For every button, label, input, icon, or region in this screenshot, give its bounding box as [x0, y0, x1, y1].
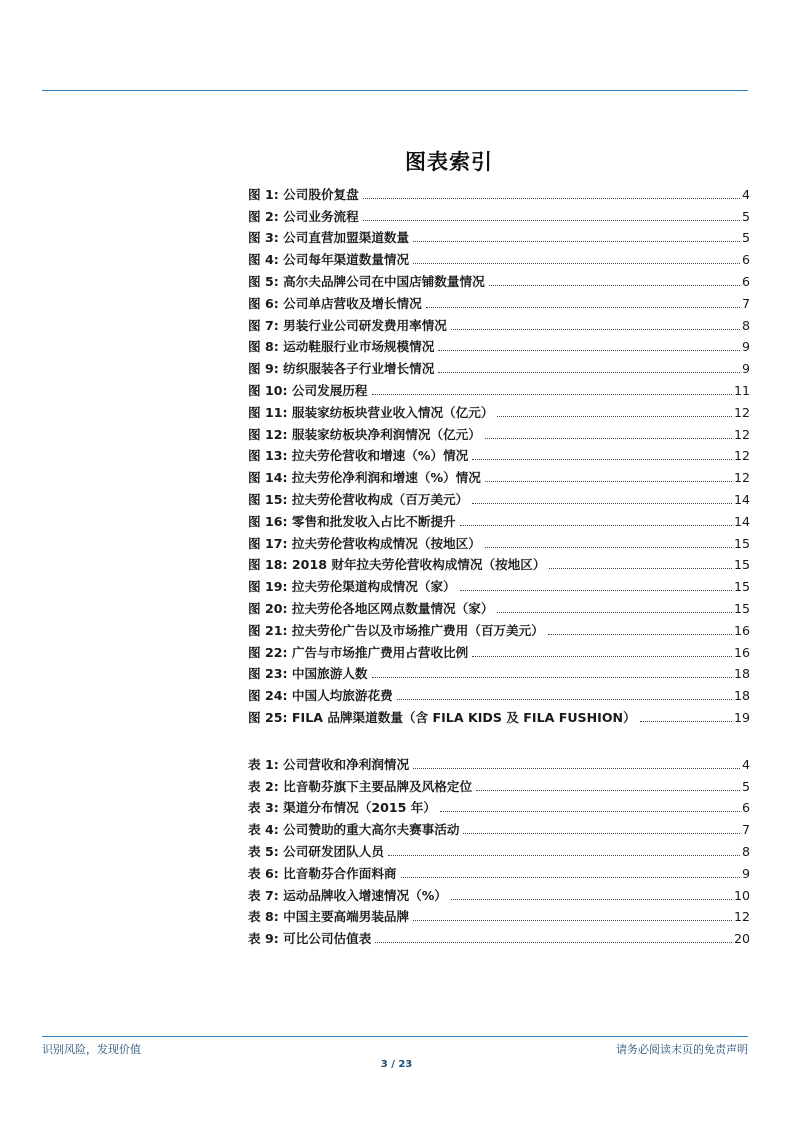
- dot-leader: [413, 263, 740, 264]
- dot-leader: [463, 833, 740, 834]
- entry-label: 图 19: 拉夫劳伦渠道构成情况（家）: [248, 579, 456, 595]
- entry-page-number: 7: [741, 822, 750, 838]
- entry-page-number: 20: [733, 931, 750, 947]
- dot-leader: [388, 855, 740, 856]
- entry-label: 图 8: 运动鞋服行业市场规模情况: [248, 339, 435, 355]
- entry-page-number: 9: [741, 339, 750, 355]
- dot-leader: [413, 768, 740, 769]
- dot-leader: [472, 459, 732, 460]
- dot-leader: [440, 811, 740, 812]
- entry-label: 图 4: 公司每年渠道数量情况: [248, 252, 410, 268]
- entry-label: 图 10: 公司发展历程: [248, 382, 368, 398]
- entry-label: 表 8: 中国主要高端男装品牌: [248, 909, 410, 925]
- entry-label: 图 21: 拉夫劳伦广告以及市场推广费用（百万美元）: [248, 622, 544, 638]
- entry-page-number: 11: [733, 382, 750, 398]
- dot-leader: [460, 590, 732, 591]
- entry-page-number: 4: [741, 186, 750, 202]
- dot-leader: [413, 920, 732, 921]
- entry-page-number: 4: [741, 756, 750, 772]
- entry-label: 图 17: 拉夫劳伦营收构成情况（按地区）: [248, 535, 481, 551]
- entry-page-number: 12: [733, 470, 750, 486]
- figure-index-entry[interactable]: [248, 289, 750, 311]
- figure-index-entry[interactable]: [248, 616, 750, 638]
- entry-label: 图 12: 服装家纺板块净利润情况（亿元）: [248, 426, 481, 442]
- entry-label: 图 11: 服装家纺板块营业收入情况（亿元）: [248, 404, 494, 420]
- entry-label: 图 13: 拉夫劳伦营收和增速（%）情况: [248, 448, 469, 464]
- dot-leader: [497, 416, 732, 417]
- entry-label: 图 22: 广告与市场推广费用占营收比例: [248, 644, 469, 660]
- dot-leader: [363, 220, 740, 221]
- entry-label: 表 2: 比音勒芬旗下主要品牌及风格定位: [248, 778, 473, 794]
- dot-leader: [497, 612, 732, 613]
- figure-index-entry[interactable]: [248, 572, 750, 594]
- entry-label: 图 14: 拉夫劳伦净利润和增速（%）情况: [248, 470, 481, 486]
- entry-label: 图 24: 中国人均旅游花费: [248, 688, 393, 704]
- figure-index-entry[interactable]: [248, 551, 750, 573]
- dot-leader: [451, 329, 740, 330]
- table-index-entry[interactable]: [248, 772, 750, 794]
- figure-index-list: [248, 180, 750, 725]
- figure-index-entry[interactable]: [248, 442, 750, 464]
- entry-page-number: 7: [741, 295, 750, 311]
- table-index-entry[interactable]: [248, 815, 750, 837]
- table-index-entry[interactable]: [248, 837, 750, 859]
- entry-page-number: 8: [741, 843, 750, 859]
- dot-leader: [472, 503, 732, 504]
- entry-label: 图 3: 公司直营加盟渠道数量: [248, 230, 410, 246]
- figure-index-entry[interactable]: [248, 267, 750, 289]
- dot-leader: [549, 568, 732, 569]
- footer-disclaimer: 请务必阅读末页的免责声明: [616, 1043, 748, 1056]
- entry-page-number: 12: [733, 909, 750, 925]
- dot-leader: [451, 899, 732, 900]
- entry-page-number: 15: [733, 535, 750, 551]
- entry-page-number: 12: [733, 426, 750, 442]
- entry-label: 表 3: 渠道分布情况（2015 年）: [248, 800, 436, 816]
- entry-label: 表 1: 公司营收和净利润情况: [248, 756, 410, 772]
- entry-page-number: 14: [733, 513, 750, 529]
- entry-page-number: 18: [733, 666, 750, 682]
- page-title: 图表索引: [405, 150, 493, 174]
- dot-leader: [485, 438, 732, 439]
- entry-label: 表 7: 运动品牌收入增速情况（%）: [248, 887, 447, 903]
- page-number: 3 / 23: [380, 1059, 413, 1070]
- entry-label: 表 5: 公司研发团队人员: [248, 843, 384, 859]
- table-index-entry[interactable]: [248, 859, 750, 881]
- dot-leader: [438, 372, 740, 373]
- figure-index-entry[interactable]: [248, 311, 750, 333]
- entry-page-number: 8: [741, 317, 750, 333]
- entry-page-number: 6: [741, 252, 750, 268]
- figure-index-entry[interactable]: [248, 420, 750, 442]
- entry-label: 表 4: 公司赞助的重大高尔夫赛事活动: [248, 822, 460, 838]
- entry-page-number: 16: [733, 622, 750, 638]
- entry-page-number: 14: [733, 491, 750, 507]
- figure-index-entry[interactable]: [248, 180, 750, 202]
- figure-index-entry[interactable]: [248, 660, 750, 682]
- figure-index-entry[interactable]: [248, 594, 750, 616]
- dot-leader: [372, 394, 732, 395]
- dot-leader: [485, 481, 732, 482]
- entry-label: 图 6: 公司单店营收及增长情况: [248, 295, 422, 311]
- figure-index-entry[interactable]: [248, 376, 750, 398]
- footer-slogan: 识别风险，发现价值: [42, 1043, 141, 1056]
- entry-page-number: 15: [733, 579, 750, 595]
- entry-page-number: 19: [733, 709, 750, 725]
- figure-index-entry[interactable]: [248, 224, 750, 246]
- entry-page-number: 5: [741, 208, 750, 224]
- entry-label: 图 2: 公司业务流程: [248, 208, 359, 224]
- entry-page-number: 15: [733, 557, 750, 573]
- table-index-entry[interactable]: [248, 794, 750, 816]
- entry-page-number: 9: [741, 865, 750, 881]
- table-index-entry[interactable]: [248, 881, 750, 903]
- footer-rule: [42, 1036, 748, 1037]
- entry-page-number: 16: [733, 644, 750, 660]
- dot-leader: [438, 350, 740, 351]
- entry-label: 图 1: 公司股价复盘: [248, 186, 359, 202]
- dot-leader: [413, 241, 740, 242]
- entry-label: 图 7: 男装行业公司研发费用率情况: [248, 317, 447, 333]
- entry-label: 图 5: 高尔夫品牌公司在中国店铺数量情况: [248, 273, 485, 289]
- figure-index-entry[interactable]: [248, 333, 750, 355]
- entry-label: 图 23: 中国旅游人数: [248, 666, 368, 682]
- dot-leader: [460, 525, 732, 526]
- figure-index-entry[interactable]: [248, 638, 750, 660]
- entry-label: 图 25: FILA 品牌渠道数量（含 FILA KIDS 及 FILA FUSHION）: [248, 709, 636, 725]
- entry-page-number: 18: [733, 688, 750, 704]
- figure-index-entry[interactable]: [248, 354, 750, 376]
- figure-index-entry[interactable]: [248, 202, 750, 224]
- figure-index-entry[interactable]: [248, 463, 750, 485]
- table-index-entry[interactable]: [248, 903, 750, 925]
- entry-label: 图 18: 2018 财年拉夫劳伦营收构成情况（按地区）: [248, 557, 546, 573]
- table-index-entry[interactable]: [248, 924, 750, 946]
- dot-leader: [548, 634, 732, 635]
- dot-leader: [401, 877, 740, 878]
- dot-leader: [375, 942, 732, 943]
- dot-leader: [372, 677, 732, 678]
- dot-leader: [476, 790, 740, 791]
- entry-label: 图 20: 拉夫劳伦各地区网点数量情况（家）: [248, 600, 494, 616]
- entry-page-number: 5: [741, 778, 750, 794]
- dot-leader: [472, 656, 732, 657]
- table-index-entry[interactable]: [248, 750, 750, 772]
- header-rule: [42, 90, 748, 91]
- dot-leader: [640, 721, 732, 722]
- figure-index-entry[interactable]: [248, 398, 750, 420]
- table-index-list: [248, 750, 750, 946]
- entry-page-number: 12: [733, 448, 750, 464]
- entry-page-number: 6: [741, 273, 750, 289]
- figure-index-entry[interactable]: [248, 703, 750, 725]
- dot-leader: [489, 285, 740, 286]
- entry-label: 表 6: 比音勒芬合作面料商: [248, 865, 397, 881]
- entry-page-number: 5: [741, 230, 750, 246]
- entry-label: 图 16: 零售和批发收入占比不断提升: [248, 513, 456, 529]
- figure-index-entry[interactable]: [248, 485, 750, 507]
- figure-index-entry[interactable]: [248, 507, 750, 529]
- figure-index-entry[interactable]: [248, 681, 750, 703]
- entry-label: 图 9: 纺织服装各子行业增长情况: [248, 361, 435, 377]
- figure-index-entry[interactable]: [248, 529, 750, 551]
- dot-leader: [397, 699, 732, 700]
- entry-page-number: 15: [733, 600, 750, 616]
- figure-index-entry[interactable]: [248, 245, 750, 267]
- entry-page-number: 12: [733, 404, 750, 420]
- entry-page-number: 6: [741, 800, 750, 816]
- dot-leader: [485, 547, 732, 548]
- entry-page-number: 10: [733, 887, 750, 903]
- dot-leader: [363, 198, 740, 199]
- entry-page-number: 9: [741, 361, 750, 377]
- entry-label: 图 15: 拉夫劳伦营收构成（百万美元）: [248, 491, 469, 507]
- dot-leader: [426, 307, 740, 308]
- entry-label: 表 9: 可比公司估值表: [248, 931, 372, 947]
